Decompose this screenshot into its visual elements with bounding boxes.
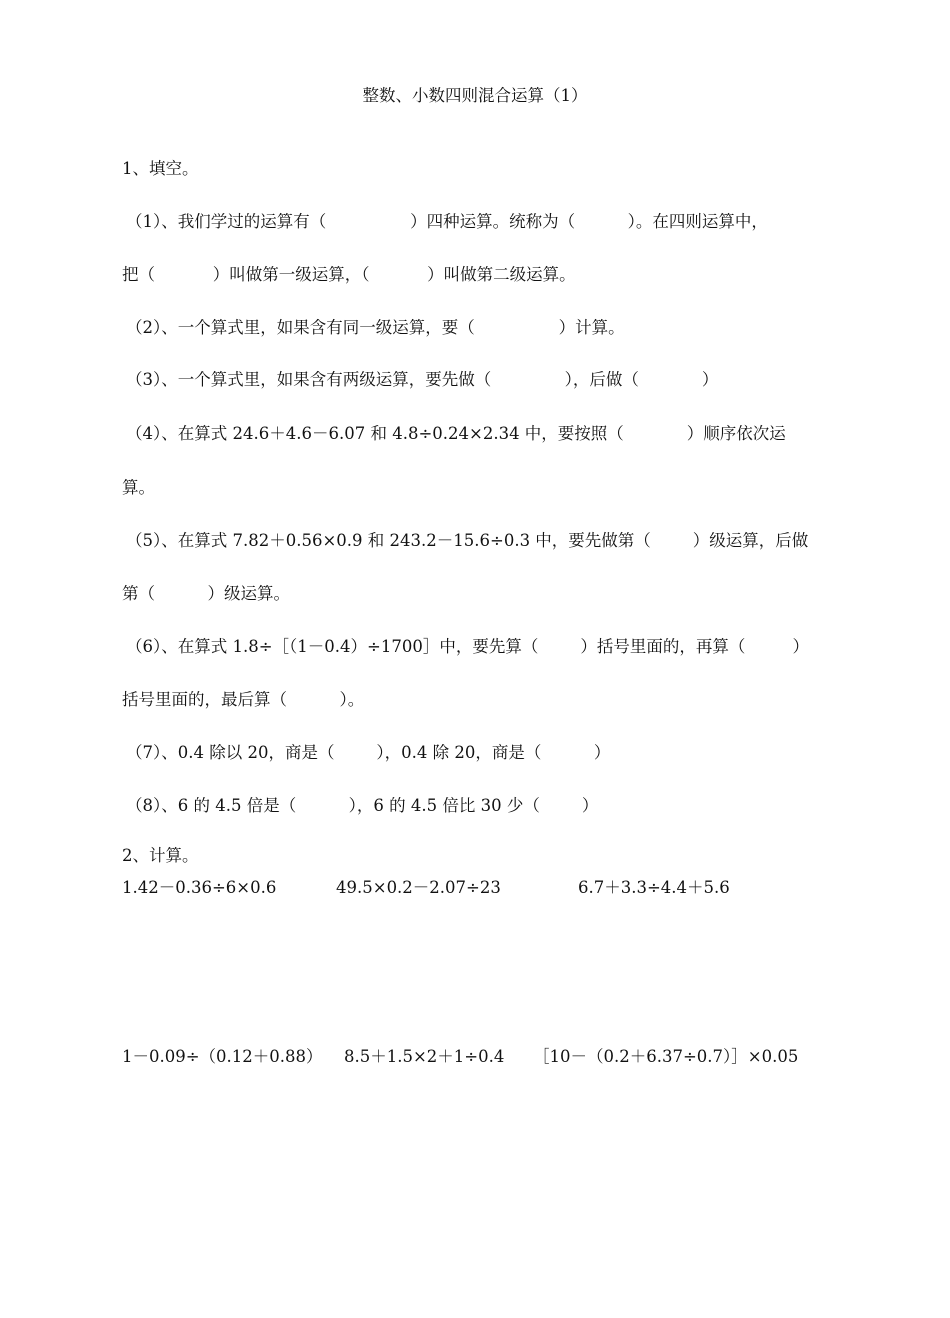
calc-expression-3: 6.7＋3.3÷4.4＋5.6 [578, 878, 730, 897]
question-7-line: （7）、0.4 除以 20，商是（ ），0.4 除 20，商是（ ） [126, 743, 611, 762]
question-1-line-2: 把（ ）叫做第一级运算，（ ）叫做第二级运算。 [122, 265, 576, 284]
calc-expression-5: 8.5＋1.5×2＋1÷0.4 [344, 1047, 505, 1066]
section-1-heading: 1、填空。 [122, 159, 199, 178]
section-2-heading: 2、计算。 [122, 846, 199, 865]
question-5-line-1: （5）、在算式 7.82＋0.56×0.9 和 243.2－15.6÷0.3 中，要先做第（ ）级运算，后做 [126, 531, 809, 550]
question-4-line-2: 算。 [122, 478, 155, 497]
question-6-line-1: （6）、在算式 1.8÷［（1－0.4）÷1700］中，要先算（ ）括号里面的，再算（ ） [126, 637, 810, 656]
question-8-line: （8）、6 的 4.5 倍是（ ），6 的 4.5 倍比 30 少（ ） [126, 796, 599, 815]
calc-expression-4: 1－0.09÷（0.12＋0.88） [122, 1047, 323, 1066]
page-title: 整数、小数四则混合运算（1） [362, 86, 588, 105]
calc-expression-2: 49.5×0.2－2.07÷23 [336, 878, 501, 897]
question-4-line-1: （4）、在算式 24.6＋4.6－6.07 和 4.8÷0.24×2.34 中，要按照（ ）顺序依次运 [126, 424, 786, 443]
question-2-line: （2）、一个算式里，如果含有同一级运算，要（ ）计算。 [126, 318, 625, 337]
question-6-line-2: 括号里面的，最后算（ ）。 [122, 690, 365, 709]
calc-expression-1: 1.42－0.36÷6×0.6 [122, 878, 277, 897]
question-1-line-1: （1）、我们学过的运算有（ ）四种运算。统称为（ ）。在四则运算中， [126, 212, 768, 231]
question-3-line: （3）、一个算式里，如果含有两级运算，要先做（ ），后做（ ） [126, 370, 719, 389]
calc-expression-6: ［10－（0.2＋6.37÷0.7）］×0.05 [533, 1047, 799, 1066]
question-5-line-2: 第（ ）级运算。 [122, 584, 290, 603]
